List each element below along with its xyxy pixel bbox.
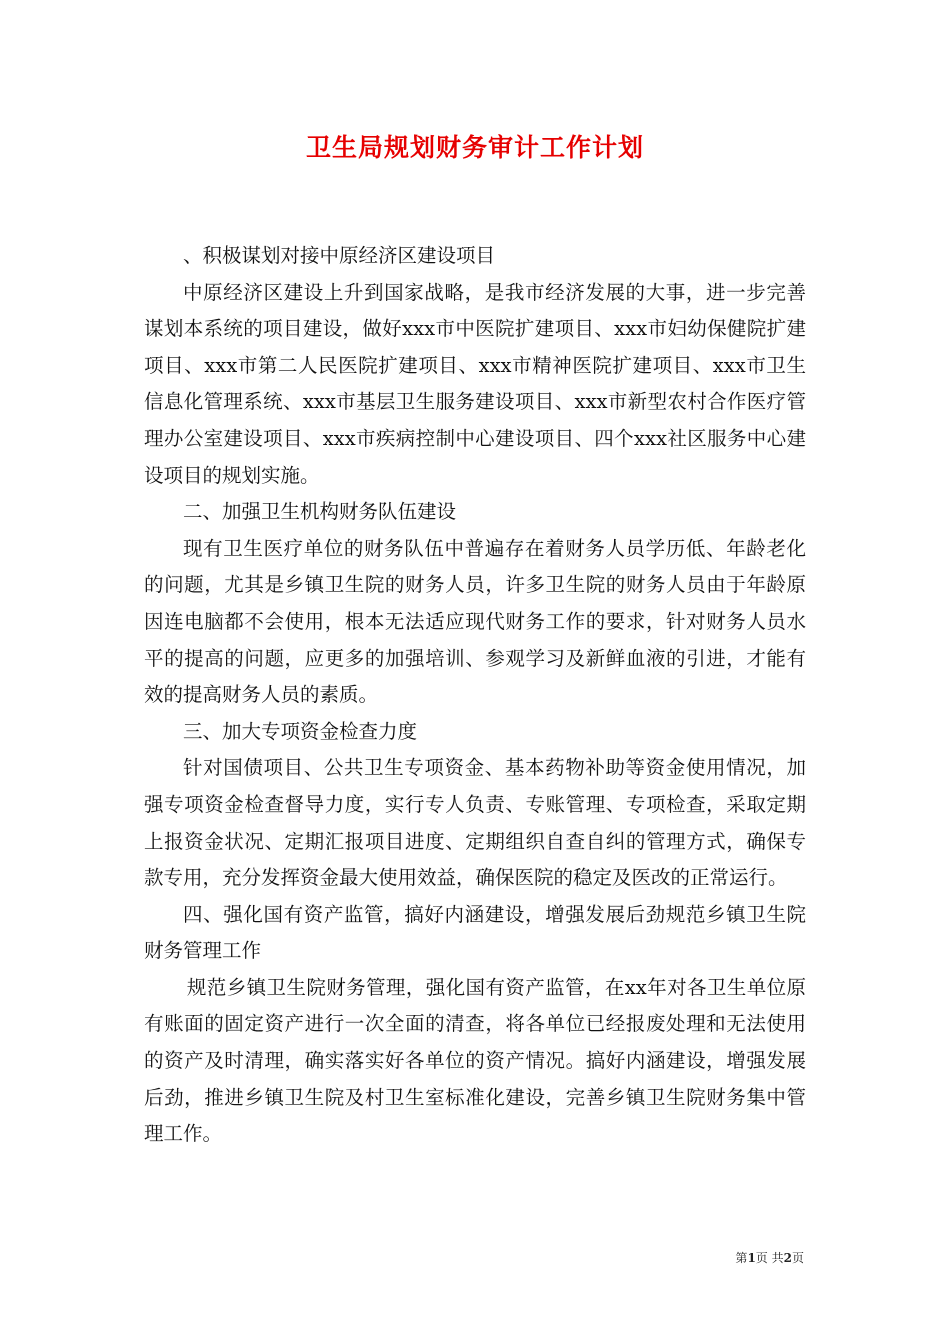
paragraph-3: 针对国债项目、公共卫生专项资金、基本药物补助等资金使用情况，加强专项资金检查督导力度，实行专人负责、专账管理、专项检查，采取定期上报资金状况、定期汇报项目进度、定期组织自查自纠的管理方式，确保专款专用，充分发挥资金最大使用效益，确保医院的稳定及医改的正常运行。 bbox=[144, 756, 806, 890]
document-title: 卫生局规划财务审计工作计划 bbox=[305, 133, 644, 162]
footer-middle: 页 共 bbox=[755, 1251, 784, 1265]
footer-prefix: 第 bbox=[735, 1251, 748, 1265]
paragraph-2: 现有卫生医疗单位的财务队伍中普遍存在着财务人员学历低、年龄老化的问题，尤其是乡镇卫生院的财务人员，许多卫生院的财务人员由于年龄原因连电脑都不会使用，根本无法适应现代财务工作的要求，针对财务人员水平的提高的问题，应更多的加强培训、参观学习及新鲜血液的引进，才能有效的提高财务人员的素质。 bbox=[144, 536, 806, 707]
footer-suffix: 页 bbox=[791, 1251, 804, 1265]
section-heading-1: 、积极谋划对接中原经济区建设项目 bbox=[183, 244, 496, 267]
section-heading-2: 二、加强卫生机构财务队伍建设 bbox=[183, 500, 457, 524]
paragraph-4: 规范乡镇卫生院财务管理，强化国有资产监管，在xx年对各卫生单位原有账面的固定资产进行一次全面的清查，将各单位已经报废处理和无法使用的资产及时清理，确实落实好各单位的资产情况。搞好内涵建设，增强发展后劲，推进乡镇卫生院及村卫生室标准化建设，完善乡镇卫生院财务集中管理工作。 bbox=[144, 975, 806, 1146]
paragraph-1: 中原经济区建设上升到国家战略，是我市经济发展的大事，进一步完善谋划本系统的项目建设，做好xxx市中医院扩建项目、xxx市妇幼保健院扩建项目、xxx市第二人民医院扩建项目、xxx市精神医院扩建项目、xxx市卫生信息化管理系统、xxx市基层卫生服务建设项目、xxx市新型农村合作医疗管理办公室建设项目、xxx市疾病控制中心建设项目、四个xxx社区服务中心建设项目的规划实施。 bbox=[144, 280, 806, 487]
section-heading-3: 三、加大专项资金检查力度 bbox=[183, 719, 418, 743]
document-body bbox=[144, 238, 806, 1153]
footer-current-page: 1 bbox=[747, 1251, 756, 1265]
page-number-footer bbox=[735, 1250, 804, 1266]
footer-total-pages: 2 bbox=[783, 1251, 792, 1265]
section-heading-4: 四、强化国有资产监管，搞好内涵建设，增强发展后劲规范乡镇卫生院财务管理工作 bbox=[144, 902, 806, 963]
